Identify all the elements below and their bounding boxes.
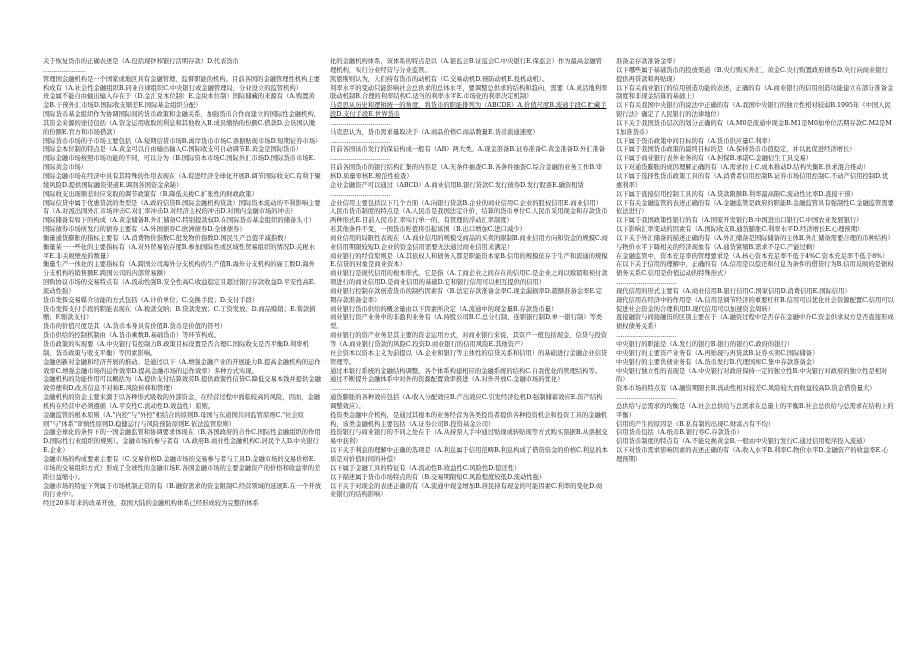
paragraph: 现代信用在经济中的作用是（A.信用是调节经济的重要杠杆B.信用可以优化社会资源配置C.信用可以促进社会资金的合理利用D.现代信用可以加速资金周转）	[616, 296, 894, 313]
paragraph: 以下描述属于货币市场特点的有（B.交易期限短C.风险程度较低D.流动性强）	[330, 473, 546, 481]
paragraph: 商业银行的经营原则是（A.其依权人和债务人都是职能资本家B.信用的规模依存于生产和流通的规模E.信贷的对象是商业资本）	[330, 252, 608, 269]
paragraph: 信用货币制度的特点有（A.不能兑换黄金B.一般由中央银行发行C.通过信用程序投入流通）	[616, 438, 869, 446]
paragraph: 信用货币包括（A.纸币B.银行券C.存款货币）	[616, 429, 743, 437]
paragraph: 若其他条件不变，一国货币贬值将引起该国（B.出口增加C.进口减少）	[330, 226, 526, 234]
paragraph: 国际货币市场的子市场主要包括（A.短期信贷市场B.离岸货币市场C.票据贴现市场D.短期证券市场）	[43, 137, 321, 145]
paragraph: 凯恩斯则认为，人们持有货币的动机有（C.交易动机D.预防动机E.投机动机）。	[330, 75, 549, 83]
paragraph: 国际金融市场按照市场功能的不同，可以分为（B.国际资本市场C.国际外汇市场D.国际货币市场E.国际黄金市场）	[43, 155, 316, 172]
paragraph: 货币政策的实现要（A.中央银行有控制力B.政策目标设置是否合理C.国际收支是否平衡D.利率机制、货币政策与收支平衡）等因素影响。	[43, 341, 309, 357]
separator-line: …………………………	[616, 332, 676, 340]
paragraph: 社会资本以资本主义为前提以（A.企业和银行等主体性的信贷关系和信用）的基础进行金融企业信贷管理等。	[330, 349, 608, 366]
separator-line: …………………………	[330, 385, 390, 393]
paragraph: 国际金本位制的特点是（A.黄金可以自由输出输入C.国际收支可自动调节E.黄金是国际货币）	[43, 146, 303, 154]
paragraph: 国际储备有如下的构成（A.黄金储备B.外汇储备C.特别提款权D.在国际货币基金组织的储备头寸）	[43, 217, 316, 225]
paragraph: 货币的价值尺度是其（A.货币本身具有价值B.货币是价值的符号）	[43, 323, 227, 331]
paragraph: 商业银行是现代信用的根本形式。它是指（A.工商企业之间存在的信用C.是企业之间以赊销和预付款项进行的商业信用D.是商业信用的基础D.它和银行信用可以相互提供的信用）	[330, 270, 608, 287]
paragraph: 以下哪些属于基础货币的投放渠道（B.央行购买外汇、黄金C.央行购置政府债券D.央行向商业银行提供再贷款和再贴现）	[616, 66, 888, 83]
paragraph: 衡量某一一些化的主要指标有（A.对外贸易依存度B.参加国际性或区域性贸易组织的情况D.关税水平E.非关税壁垒的数量）	[43, 243, 315, 260]
paragraph: 以下对货币需求影响因素的表述正确的有（A.收入水平B.利率C.物价水平D.金融资产的收益率E.心理预期）	[616, 447, 889, 463]
paragraph: 化的金融机构体系，该体系的特点是以（A.银监会B.证监会C.中央银行E.保监会）作为最高金融管理机构，实行分业经营与分业监管。	[330, 58, 602, 74]
text-column-right	[616, 58, 894, 618]
paragraph: 以下关于利息的理解中正确的选项是（A.利息属于信用范畴B.利息构成了借贷资金的价格C.利息的本质是对价值时间的补偿）	[330, 447, 608, 463]
paragraph: 商业信用的局限性表现在（A.商业信用的规模受商品的买卖的限制B.商业信用方向和资金的规模C.商业信用期限较短D.企业的资金信用需要无法通过商业信用来满足）	[330, 234, 608, 251]
paragraph: 商业银行资产业务中的非盈利业务有（A.持股公司B.C.总分行制、连锁银行制D.单一银行制）等类型。	[330, 314, 603, 331]
paragraph: 国际货币基金组织作为协调国际间的货币政策和金融关系、加强货币合作而建立的国际性金融机构，其资金来源的途径包括（A.资金运用收取的利息和其他收入B.成员缴纳的份额C.借款D.会员国认缴的份额E.官方和市场借款）	[43, 111, 321, 136]
paragraph: 以下属于金融工具的特征有（A.流动性B.收益性C.风险性D.偿还性）	[330, 464, 521, 472]
paragraph: 通货膨胀的各种效应包括（A.收入分配效应B.产出效应C.引发经济危机D.强制储蓄效应E.资产结构调整效应）。	[330, 394, 603, 410]
paragraph: 资本市场的特点有（A.融资期限长B.流动性相对较差C.风险较大而收益较高D.资金借贷量大）	[616, 385, 876, 393]
paragraph: 以下属于直接信用控制工具的有（A.贷款限额B.利率最高限C.流动性比率D.直接干预）	[616, 190, 857, 198]
paragraph: 以下属于货币政策中间目标的有（A.货币供应量C.利率）	[616, 137, 774, 145]
paragraph: 中央银行的主要资产业务有（A.再贴现与再贷款B.证券买卖C.国际储备）	[616, 349, 819, 357]
paragraph: 准备金存款准备金率）	[616, 58, 679, 65]
paragraph: 总供给与总需求的均衡是（A.社会总供给与总需求在总量上的平衡B.社会总供给与总需求在结构上的平衡）	[616, 402, 894, 419]
paragraph: 国际金融市场在经济中具有其特殊的作用表现在（A.促进经济全球化开展B.调节国际收支C.有利于聚缓风险D.提供国际融资渠道E.调剂各国资金余缺）	[43, 172, 321, 189]
paragraph: 以下属于我国货币政策的最终目标的是（A.保持货币币值稳定，并以此促进经济增长）	[616, 146, 856, 154]
paragraph: 金融创新对金融和经济开展的推动。是通过以下（A.增强金融产业的开展能力B.提高金融机构的运作效率C.增强金融市场的运作效率D.提高金融市场的运作效率）多种方式实现。	[43, 358, 321, 375]
paragraph: 企业金融资产可以通过（ABCD）A.商业信用B.银行贷款C.发行债券D.发行股票E.融资租赁	[330, 181, 584, 189]
separator-line: …………………	[43, 66, 85, 74]
paragraph: 与物价水平下降相关的经济现象有（A.通货紧缩B.需求不足C.产能过剩）	[616, 243, 819, 251]
separator-line: …………………………	[330, 190, 390, 198]
paragraph: 衡量通货膨胀的指标主要有（A.消费物价指数C.批发物价指数D.国民生产总值平减指数）	[43, 234, 290, 242]
separator-line: …………………………	[616, 279, 676, 287]
paragraph: 通过不断提升金融体系中对外的资源配置效率推进（A.对外开放C.金融市场的优化）	[330, 376, 564, 384]
paragraph: 衡量生产一体化的主要指标有（A.跨国公司海外分支机构的生产值B.海外分支机构的雇工数D.海外分支机构的销售额E.跨国公司的内部贸易额）	[43, 261, 315, 278]
paragraph: 通过本银行系统的金融结构调整。各个体系构建相应的金融系统的结构C.自我优化的管理结构等。	[330, 367, 602, 375]
paragraph: 关于恢复货币的正确表述是（A.包括现钞和银行活期存款）D.代表货币	[43, 58, 239, 65]
paragraph: 投资银行与商业银行的不同之处在于（A.从持票人手中通过贴现或转贴现等方式购买票据B.从票据交易中获利）	[330, 429, 608, 446]
paragraph: 直接融资与间接融资的区别主要在于（A.融资过程中是否存在金融中介C.资金供求双方是否直接形成债权债务关系）	[616, 314, 894, 331]
paragraph: 经过20多年来的改革开放，我国大陆的金融机构体系已经形成较为完整的体系	[43, 500, 259, 508]
paragraph: 马克思认为，货币需求量取决于（A.商品价格C.商品数量E.货币流通速度）	[330, 128, 539, 136]
separator-line: …………………………	[330, 155, 390, 163]
paragraph: 金融市场的构成要素主要有（C.交易价格D.金融市场的交易参与者与工具D.金融市场的交易价格E.市场的交易组织方式）形成了全球性的金融市场E.各国金融市场的主要金融资产的价格和收益率的差距日益缩小）。	[43, 455, 321, 481]
paragraph: 国际债券市场所发行的债券主要有（A.外国债券C.欧洲债券D.全球债券）	[43, 226, 246, 234]
paragraph: 货币发挥支付手段的职能表现在（A.税款交纳；B.贷款发放；C.工资发放；D.商品赊销；E.赏款捐赠；F.赔款支付）	[43, 305, 316, 322]
paragraph: 人民币货币制度的特点是（A.人民币是我国法定计价、结算的货币单位C.人民币采用现金和存款货币两种形式E.目前人民币汇率实行单一的、有管理的浮动汇率制度）	[330, 208, 608, 225]
paragraph: 中央银行的职能是（A.发行的银行B.银行的银行C.政府的银行）	[616, 341, 794, 348]
separator-line: …………………………	[330, 137, 390, 145]
paragraph: 商业银行控制存款创造货币的制约因素有（B.法定存款准备金率C.现金漏损率D.超额准备金率E.定期存款准备金率）	[330, 287, 603, 304]
paragraph: 国际收支出现顺差时应采取的调节政策有（B.降低关税C.扩张性的财政政策）	[43, 190, 258, 198]
text-column-left	[43, 58, 321, 618]
paragraph: 利率水平的变动只能影响社会总供求的总体水平，要调整总供求的结构和趋向，需要（A.灵活地利率联动机制B.合理的利率结构C.适当的利率水平E.市场化的利率决定机制）	[330, 84, 608, 101]
paragraph: 国际信贷中属于优惠贷款的类型是（A.政府信贷B.国际金融机构贷款）国际资本流动的不利影响主要有（A.对流出国外汇市场冲击C.对汇率冲击D.对经济主权的冲击D.对国内金融市场的冲击）	[43, 199, 321, 216]
separator-line: …………………………	[330, 119, 390, 127]
paragraph: 贵金属不能自由输出输入存在于（D.金汇兑本位制）E.金块本位制）国际储藏的来源有（A.购置黄金B.干预外汇市场D.国际收支顺差E.国际基金组织分配）	[43, 93, 315, 110]
paragraph: 投资类金融中介机构，是通过其根本的业务经营为各类投资者提供各种投资机会和投资工具的金融机构，该类金融机构主要包括（A.证券公司B.投资基金公司）	[330, 411, 608, 428]
paragraph: 金融监管的根本原则（A."内控"与"外控"相结合的原则B.母国与东道国共同监管原则C."社会原则"与"体系"审慎性原则D.稳健运行与风险预防原则E.依法监管原则）	[43, 411, 304, 428]
paragraph: 马克思从历史和逻辑统一的角度，将货币的职能排列为（ABCDE）A.价值尺度B.流通手段C.贮藏手段D.支付手段E.世界货币	[330, 102, 607, 119]
paragraph: 以下属于我国政策性银行的有（A.国家开发银行B.中国进出口银行C.中国农业发展银行）	[616, 217, 863, 225]
separator-line: …………………………	[616, 394, 676, 402]
paragraph: 中央银行的主要负债业务有（A.货币发行B.代理国库C.集中存款准备金）	[616, 358, 819, 366]
paragraph: 以下有关我国中央银行的说法中正确的有（A.我国中央银行的独立性相对较弱B.1995年《中国人民银行法》确定了人民银行的法律地位）	[616, 102, 891, 119]
paragraph: 以下关于对现金的表述正确的有（A.流通中现金增加B.居民持有现金的可能因素C.利率的变化D.商业银行的结构影响）	[330, 482, 603, 499]
paragraph: 商业银行货币供给的概念量由以下因素所决定（A.流通中的现金量B.存款货币量）	[330, 305, 558, 313]
paragraph: 回购协议市场的交易特点有（A.流动性强B.安全性高C.收益稳定且超过银行存款收益D.平安性高E.流动性强）	[43, 279, 316, 295]
paragraph: 企业信用主要包括以下几个方面（A.向银行贷款B.企业的商业信用C.企业的股权信用E.商业信用）	[330, 199, 602, 207]
paragraph: 信用的产生的原因是（B.私有制的出现C.财富占有不均）	[616, 420, 775, 428]
paragraph: 金融机构的资金主要来源于以各种形式吸收的外部资金，在经营过程中面临较高的风险，因而，金融机构在经营中必须遵循（A.平安性C.流动性D.效益性）原则。	[43, 394, 321, 410]
paragraph: 目前各国该币发行的保证构成一般有（AB）两大类。A.现金准备B.证券准备C.黄金准备D.外汇准备	[330, 146, 606, 154]
paragraph: 以下属于选择性货币政策工具的有（A.消费者信用控制B.证券市场信用控制C.不动产信用控制D.优惠利率）	[616, 172, 889, 189]
paragraph: 金融机构的功能作用可以概括为（A.提供支付结算效劳B.提供政策性信贷C.降低交易本钱并提供金融效劳便利D.改善信息不对称E.风险转移和管理）	[43, 376, 321, 393]
paragraph: 现代信用的形式主要有（A.商业信用B.银行信用C.国家信用D.消费信用E.国际信用）	[616, 287, 851, 295]
paragraph: 以下关于我国货币层次的划分正确的有（A.M0是流通中现金B.M1是M0加单位活期存款C.M2是M1加准货币）	[616, 119, 892, 136]
paragraph: 管理国金融机构是一个国家或地区具有金融管理、监督职能的机构。目前各国的金融管理性机构主要构成有（A.社会性金融组织B.同业自律组织C.中央银行或金融管理局，分业设立的监管机构）	[43, 75, 321, 92]
paragraph: 以下属于商业银行表外业务的有（A.担保B.承诺C.金融衍生工具交易）	[616, 155, 813, 163]
paragraph: 金融市场的特征下列属于市场机制正常的有（B.融资需求的资金限制C.经营领域的延展E.在一个开放的行业中）。	[43, 482, 321, 499]
paragraph: 商业银行的资产业务是其主要的资金运用方式，对商业银行来说，其资产一般包括现金、信贷与投资等（A.商业银行贷款的风险C.投资D.商业银行的信用风险E.其他资产）	[330, 332, 608, 348]
paragraph: 金融全球化的条件下的一国金融监管和协调要求体现在（B.各国政府的合作C.国际性金融组织的作用D.国际性行业组织的规则）。金融市场的参与者有（A.政府B.商业性金融机构C.居民个人D.中央银行E.企业）	[43, 429, 321, 455]
paragraph: 以下影响汇率变动的因素有（A.国际收支B.通货膨胀C.利率水平D.经济增长E.心理预期）	[616, 226, 864, 234]
paragraph: 中央银行独立性的表现是（A.中央银行对政府保持一定的独立性B.中央银行对政府的独立性是相对的）	[616, 367, 888, 384]
paragraph: 货币发挥交易媒介功能的方式包括（A.计价单位；C.交换手段；D.支付手段）	[43, 296, 259, 304]
paragraph: 货币供给的控制机制由（A.货币乘数B.基础货币）等环节构成。	[43, 332, 220, 340]
paragraph: 以下有关金融监管的表述正确的有（A.金融监管是政府的职能B.金融监管具有强制性C.金融监管需要依法进行）	[616, 199, 894, 216]
paragraph: 目前各国货币的银行结构汇集的内容是（A.无条件抽查C.B.各条件抽查C.综合金融的业务工作B.审核D.质量审核E.规范性检查）	[330, 164, 603, 180]
paragraph: 以下对通货膨胀的成因理解正确的有（A.需求拉上C.成本推动D.结构失衡E.供求混合推动）	[616, 164, 870, 172]
paragraph: 以下关于外汇储备的描述正确的有（A.外汇储备是国际储备的主体B.外汇储备需要合理的币种结构）	[616, 234, 894, 242]
paragraph: 在以下关于信用的理解中，正确的有（A.信用是以偿还和付息为条件的借贷行为B.信用反映的是债权债务关系C.信用是价值运动的特殊形式）	[616, 261, 894, 278]
paragraph: 以下有关商业银行的信用创造功能的表述，正确的有（A.商业银行的信用创造功能建立在部分准备金制度和非现金结算的基础上）	[616, 84, 894, 101]
paragraph: 在金融监管中，资本充足率的管理要求是（A.核心资本充足率不低于4%C.资本充足率不低于8%）	[616, 252, 889, 260]
text-column-middle	[330, 58, 608, 618]
